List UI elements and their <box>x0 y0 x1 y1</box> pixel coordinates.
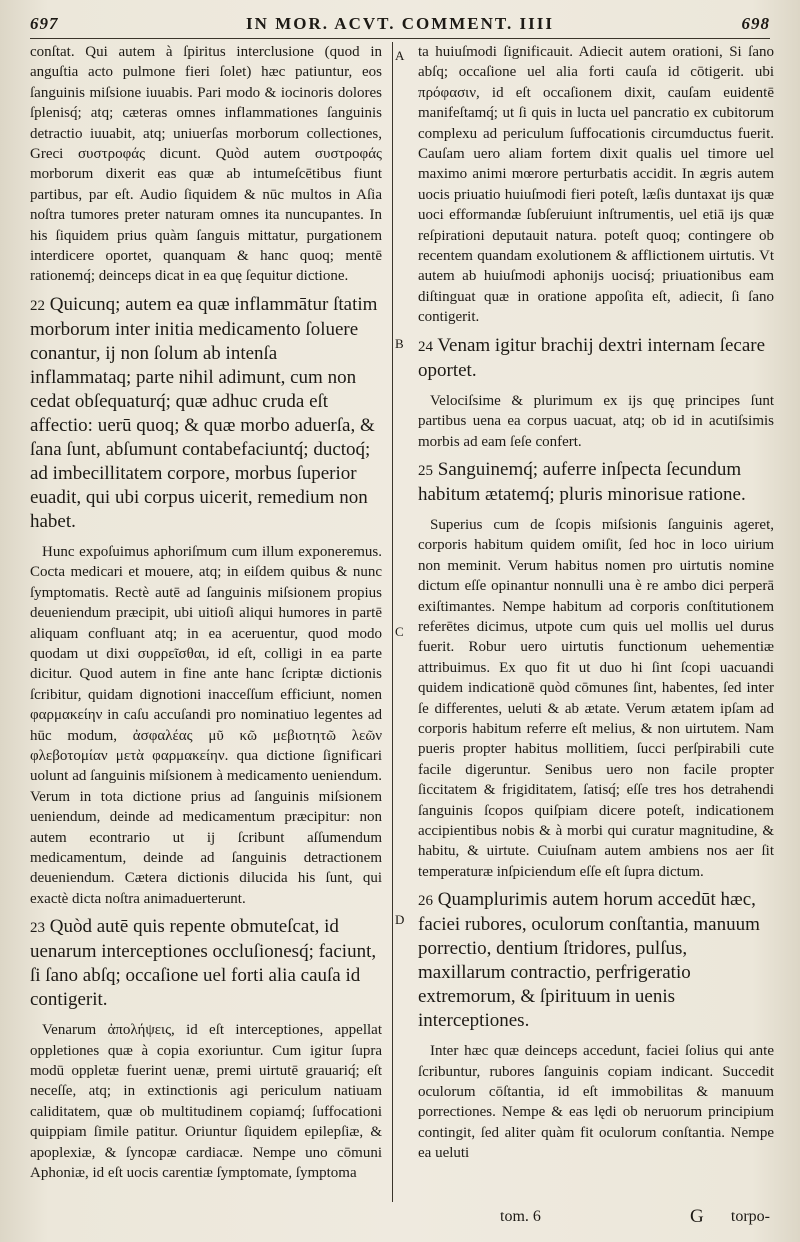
aphorism-number: 25 <box>418 462 433 479</box>
margin-letter-b: B <box>395 336 404 351</box>
commentary-paragraph: ta huiuſmodi ſignificauit. Adiecit autem orationi, Si ſano abſq; occaſione uel alia forti cauſa id cōtigerit. ubi πρόφασιν, id eſt occaſionem dixit, cauſam euidentē manifeſtamq́; ut ſi quis in lucta uel pancratio ex cubitorum complexu ad periculum ſuffocationis circumductus fuerit. Cauſam uero aliam fortem dixit qualis uel timore uel maximo animi mœrore perturbatis accidit. In ægris autem uocis priuatio huiuſmodi fieri poteſt, læſis duntaxat ijs quæ uoci efformandæ ſubſeruiunt inſtrumentis, uel etiā ijs quæ reſpirationi deputauit natura. poteſt quoq; contingere ob recentem quandam exolutionem & afflictionem uirtutis. Vt autem ab huiuſmodi aphonijs uocisq́; priuationibus eam diſtinguat quæ in oratione appoſita eſt, adiecit, ſi ſano contigerit. <box>418 44 774 326</box>
aphorism-25 <box>418 458 774 507</box>
aphorism-number: 22 <box>30 297 45 314</box>
aphorism-number: 26 <box>418 893 433 910</box>
aphorism-number: 24 <box>418 338 433 355</box>
page-number-right: 698 <box>741 14 770 33</box>
margin-letter-c: C <box>395 624 404 639</box>
aphorism-text: Sanguinemq́; auferre inſpecta ſecundum habitum ætatemq́; pluris minorisue ratione. <box>418 458 746 505</box>
aphorism-text: Quamplurimis autem horum accedūt hæc, faciei rubores, oculorum conſtantia, manuum porrectio, dentium ſtridores, pulſus, maxillarum contractio, perfrigeratio extremorum, & ſpirituum in uenis interceptiones. <box>418 889 760 1032</box>
right-column <box>418 42 774 1182</box>
commentary-paragraph: Inter hæc quæ deinceps accedunt, faciei ſolius qui ante ſcribuntur, rubores ſanguinis copiam indicant. Succedit oculorum cōſtantia, id eſt immobilitas & manuum porrectiones. Nempe & eas lędi ob neruorum principium contingit, ſed aliter quàm fit oculorum conſtantia. Nempe ea ueluti <box>418 1043 774 1162</box>
commentary-paragraph: conſtat. Qui autem à ſpiritus interclusione (quod in anguſtia acto pulmone fieri ſolet) hæc patiuntur, eos ſanguinis miſsione iuuabis. Pari modo & iocinoris dolores ſplenisq́; atq; cæteras omnes inflammationes ſanguinis detractio iuuabit, atq; uniuerſas morborum collectiones, Greci συστροφάς dicunt. Quòd autem συστροφάς morborum dixerit eas quæ ab intumeſcētibus fiunt partibus, par eſt. Audio ſiquidem & nūc multos in Aſia noſtra tumores preter naturam omnes ita nuncupantes. In his ſiquidem prius quàm ſanguis mittatur, purgationem interdicere oportet, quanquam & hanc quoq; mentē rationemq́; deinceps dicat in ea quę ſequitur dictione. <box>30 44 382 285</box>
page-footer <box>30 1208 770 1232</box>
aphorism-24 <box>418 334 774 383</box>
gathering-mark: G <box>690 1206 704 1227</box>
aphorism-text: Quòd autē quis repente obmuteſcat, id uenarum interceptiones occluſionesq́; faciunt, ſi ſano abſq; occaſione uel forti alia cauſa id contigerit. <box>30 916 377 1011</box>
page-number-left: 697 <box>30 14 59 33</box>
header-rule <box>30 38 770 39</box>
commentary-paragraph: Superius cum de ſcopis miſsionis ſanguinis ageret, corporis habitum quidem omiſit, ſed hoc in loco uirium non meminit. Verum habitus nomen pro uirtutis nomine dictum eſſe opinantur nonnulli una è re ambo dici perperā exiſtimantes. Nempe habitum ad corporis conſtitutionem referētes dicimus, utpote cum quis uel mollis uel durus fuerit. Robur uero uirtutis functionum uehementiæ attribuimus. Ex quo fit ut duo hi ſint ſcopi uacuandi quidem indicationē quòd cōmunes ſint, habentes, ſed inter ſe differentes, ueluti & ab ætate. Verum ætatem ipſam ad corporis habitum referre eſt melius, & non uirtutem. Nam pueris propter habitus mollitiem, ſucci perſpirabili cute facile digeruntur. Senibus uero non facile propter ſiccitatem & frigiditatem, ſatisq́; eſſe tres hos detrahendi ſanguinis ſcopos quiſpiam dicere poteſt, indicationem accipientibus nobis & à morbi qui curatur magnitudine, & habitu, & uirtute. Cuiuſnam autem ambiens nos aer ſit temperaturæ inſpiciendum eſſe eſt ſupra dictum. <box>418 516 774 880</box>
running-title: IN MOR. ACVT. COMMENT. IIII <box>246 14 554 33</box>
aphorism-text: Venam igitur brachij dextri internam ſecare oportet. <box>418 334 766 381</box>
aphorism-26 <box>418 888 774 1033</box>
aphorism-number: 23 <box>30 920 45 937</box>
aphorism-22 <box>30 293 382 534</box>
aphorism-23 <box>30 915 382 1012</box>
left-column <box>30 42 382 1182</box>
column-divider <box>392 42 393 1202</box>
commentary-paragraph: Hunc expoſuimus aphoriſmum cum illum exponeremus. Cocta medicari et mouere, atq; in eiſdem quibus & nunc ſymptomatis. Rectè autē ad ſanguinis miſsionem propius deueniendum præcipit, ubi uitioſi aliqui humores in partē aliquam confluant atq; in ea aceruentur, quod modo quodam ut dixi συρρεῖσθαι, id eſt, colligi in ea parte dicitur. Quod autem in fine ante hanc ſcriptæ dictionis ſcribitur, quidam dignotioni inacceſſum efficiunt, nomen φαρμακείην in caſu accuſandi pro nominatiuo legentes ad hūc modum, ἀσφαλέας μῦ κῶ μεβιοτητῶ λεῶν φλεβοτομίαν μετὰ φαρμακείην. qua dictione ſignificari uolunt ad ſanguinis miſsionem à medicamento ueniendum. Verum in tota dictione prius ad ſanguinis miſsionem ueniendum, deinde ad medicamentum præcipitur: non autem econtrario ut ij ſcribunt aſſumendum medicamentum, deinde ad ſanguinis detractionem deueniendum. Cætera dictionis dilucida his ſunt, qui exactè dicta noſtra animaduerterunt. <box>30 543 382 907</box>
aphorism-text: Quicunq; autem ea quæ inflammātur ſtatim morborum inter initia medicamento ſoluere conantur, ij non ſolum ab intenſa inflammataq; parte nihil adimunt, cum non cedat obſequaturq́; quæ adhuc cruda eſt affectio: uerū quoq; & quæ morbo aduerſa, & ſana ſunt, abſumunt contabefaciuntq́; ductoq́; ad imbecillitatem corpore, morbus ſuperior euadit, qui ubi corpus uicerit, remedium non habet. <box>30 293 378 532</box>
running-header <box>30 14 770 36</box>
catchword: torpo- <box>730 1208 770 1225</box>
margin-letter-d: D <box>395 912 405 927</box>
commentary-paragraph: Velociſsime & plurimum ex ijs quę principes ſunt partibus uena ea corpus uacuat, atq; ob id in acutiſsimis morbis ad eam ſeſe confert. <box>418 392 774 450</box>
signature-mark: tom. 6 <box>500 1208 541 1225</box>
commentary-paragraph: Venarum ἀπολήψεις, id eſt interceptiones, appellat oppletiones quæ à copia exoriuntur. Cum igitur ſupra modū oppletæ fuerint uenæ, premi uirtutē grauariq́; eſt neceſſe, atq; in extinctionis agi periculum natiuam caliditatem, quæ ob multitudinem copiamq́; ſuffocationi quippiam ſimile patitur. Oriuntur ſiquidem epilepſiæ, & apoplexiæ, & ſyncopæ cardiacæ. Nempe uno cōmuni Aphoniæ, id eſt uocis carentiæ ſymptomate, ſymptoma <box>30 1022 382 1182</box>
margin-letter-a: A <box>395 48 405 63</box>
